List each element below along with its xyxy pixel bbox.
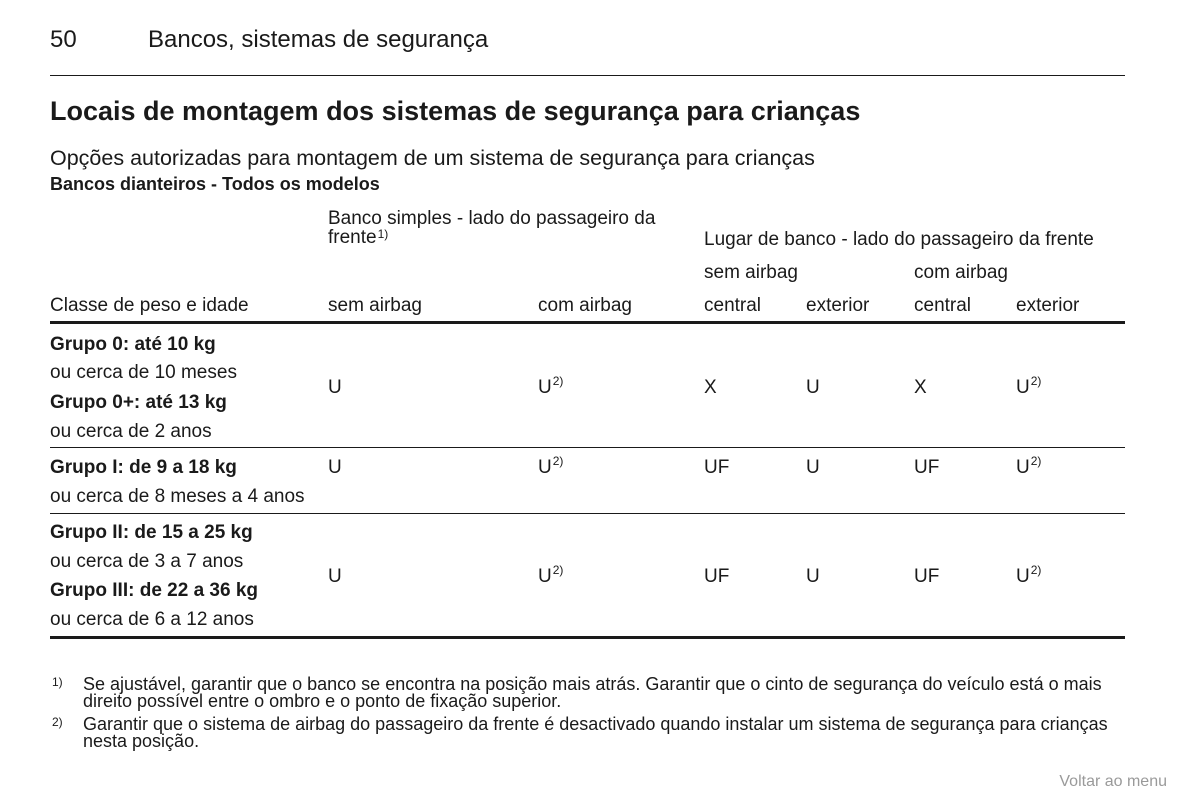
- cell-value: UF: [914, 566, 940, 587]
- table-cell: [328, 457, 342, 479]
- cell-value: X: [704, 377, 717, 398]
- table-cell: [914, 377, 927, 399]
- cell-value: U: [806, 377, 820, 398]
- header-weight-class: Classe de peso e idade: [50, 295, 249, 316]
- cell-value: UF: [704, 457, 730, 478]
- footnote-ref: 2): [552, 374, 564, 388]
- table-cell: [704, 566, 729, 588]
- header-bench-without-airbag: sem airbag: [704, 262, 798, 283]
- header-single-seat-label: Banco simples - lado do passageiro da frente: [328, 208, 656, 248]
- table-cell: [806, 566, 820, 588]
- table-cell: [328, 377, 342, 399]
- table-cell: [1016, 454, 1042, 479]
- table-cell: [538, 454, 564, 479]
- footnote-ref: 2): [552, 454, 564, 468]
- row-label: Grupo I: de 9 a 18 kg: [50, 457, 237, 478]
- table-cell: [538, 374, 564, 399]
- column-header: com airbag: [538, 295, 632, 316]
- footnote-text: Garantir que o sistema de airbag do passageiro da frente é desactivado quando instalar um sistema de segurança para crianças nesta posição.: [83, 714, 1108, 751]
- table-cell: [704, 457, 729, 479]
- cell-value: U: [1016, 377, 1030, 398]
- cell-value: UF: [914, 457, 940, 478]
- row-label: Grupo III: de 22 a 36 kg: [50, 580, 259, 601]
- footnote-marker: 1): [52, 675, 63, 689]
- footnote-text: Se ajustável, garantir que o banco se encontra na posição mais atrás. Garantir que o cinto de segurança do veículo está o mais direito possível entre o ombro e o ponto de fixação superior.: [83, 674, 1102, 711]
- table-scope-heading: Bancos dianteiros - Todos os modelos: [50, 174, 380, 194]
- footnote-ref: 1): [377, 227, 389, 241]
- table-header-rule: [50, 321, 1125, 324]
- footnote-ref: 2): [1030, 374, 1042, 388]
- cell-value: U: [538, 377, 552, 398]
- row-divider: [50, 513, 1125, 514]
- table-subtitle: Opções autorizadas para montagem de um sistema de segurança para crianças: [50, 146, 815, 170]
- table-bottom-rule: [50, 636, 1125, 639]
- row-label: ou cerca de 8 meses a 4 anos: [50, 486, 305, 507]
- cell-value: U: [538, 566, 552, 587]
- row-label: Grupo 0+: até 13 kg: [50, 392, 227, 413]
- table-cell: [704, 377, 717, 399]
- page-number: 50: [50, 26, 77, 53]
- table-cell: [806, 457, 820, 479]
- cell-value: U: [1016, 566, 1030, 587]
- cell-value: U: [328, 377, 342, 398]
- table-cell: [1016, 374, 1042, 399]
- row-divider: [50, 447, 1125, 448]
- header-bench-with-airbag: com airbag: [914, 262, 1008, 283]
- cell-value: U: [806, 566, 820, 587]
- cell-value: U: [328, 457, 342, 478]
- header-bench-seat: Lugar de banco - lado do passageiro da frente: [704, 229, 1094, 250]
- header-divider: [50, 75, 1125, 76]
- column-header: central: [704, 295, 762, 316]
- row-label: ou cerca de 2 anos: [50, 421, 212, 442]
- row-label: ou cerca de 3 a 7 anos: [50, 551, 244, 572]
- cell-value: U: [328, 566, 342, 587]
- table-cell: [538, 563, 564, 588]
- cell-value: U: [806, 457, 820, 478]
- row-label: Grupo 0: até 10 kg: [50, 334, 216, 355]
- row-label: ou cerca de 6 a 12 anos: [50, 609, 254, 630]
- footnote-ref: 2): [1030, 454, 1042, 468]
- column-header: sem airbag: [328, 295, 422, 316]
- table-cell: [806, 377, 820, 399]
- row-label: Grupo II: de 15 a 25 kg: [50, 522, 253, 543]
- table-cell: [328, 566, 342, 588]
- row-label: ou cerca de 10 meses: [50, 362, 237, 383]
- section-title: Locais de montagem dos sistemas de segurança para crianças: [50, 96, 861, 126]
- cell-value: U: [538, 457, 552, 478]
- cell-value: X: [914, 377, 927, 398]
- cell-value: U: [1016, 457, 1030, 478]
- back-to-menu-link[interactable]: Voltar ao menu: [1059, 773, 1167, 790]
- cell-value: UF: [704, 566, 730, 587]
- column-header: exterior: [1016, 295, 1080, 316]
- chapter-title: Bancos, sistemas de segurança: [148, 26, 489, 53]
- footnote-ref: 2): [552, 563, 564, 577]
- footnote-ref: 2): [1030, 563, 1042, 577]
- table-cell: [1016, 563, 1042, 588]
- column-header: exterior: [806, 295, 870, 316]
- table-cell: [914, 457, 939, 479]
- footnote-marker: 2): [52, 715, 63, 729]
- header-single-seat: [328, 209, 688, 247]
- column-header: central: [914, 295, 972, 316]
- table-cell: [914, 566, 939, 588]
